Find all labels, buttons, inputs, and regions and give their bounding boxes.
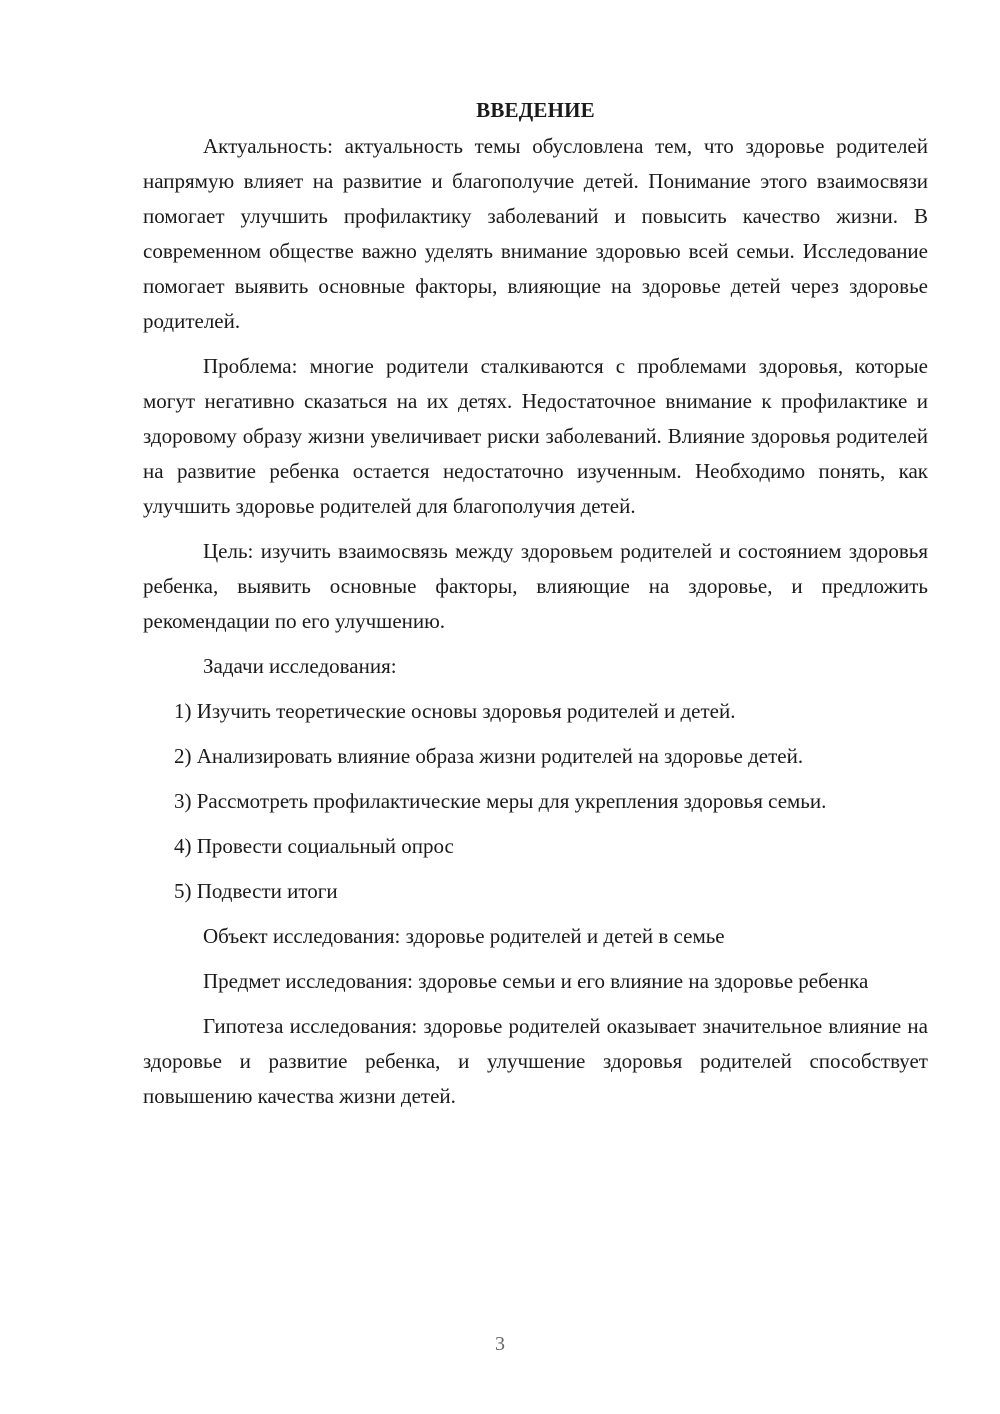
goal-paragraph: Цель: изучить взаимосвязь между здоровьем родителей и состоянием здоровья ребенка, выявить основные факторы, влияющие на здоровье, и предложить рекомендации по его улучшению.: [143, 539, 928, 633]
page-number: 3: [495, 1333, 505, 1355]
task-item-3: 3) Рассмотреть профилактические меры для укрепления здоровья семьи.: [174, 789, 827, 813]
task-item-2: 2) Анализировать влияние образа жизни родителей на здоровье детей.: [174, 744, 804, 768]
problem-paragraph: Проблема: многие родители сталкиваются с проблемами здоровья, которые могут негативно сказаться на их детях. Недостаточное внимание к профилактике и здоровому образу жизни увеличивает риски заболеваний. Влияние здоровья родителей на развитие ребенка остается недостаточно изученным. Необходимо понять, как улучшить здоровье родителей для благополучия детей.: [143, 354, 928, 518]
task-item-1: 1) Изучить теоретические основы здоровья родителей и детей.: [174, 699, 736, 723]
tasks-heading: Задачи исследования:: [203, 654, 397, 678]
page-content: [143, 93, 928, 1124]
section-title: ВВЕДЕНИЕ: [476, 98, 595, 122]
subject-paragraph: Предмет исследования: здоровье семьи и его влияние на здоровье ребенка: [203, 969, 869, 993]
object-paragraph: Объект исследования: здоровье родителей и детей в семье: [203, 924, 725, 948]
task-item-4: 4) Провести социальный опрос: [174, 834, 454, 858]
task-item-5: 5) Подвести итоги: [174, 879, 338, 903]
hypothesis-paragraph: Гипотеза исследования: здоровье родителей оказывает значительное влияние на здоровье и развитие ребенка, и улучшение здоровья родителей способствует повышению качества жизни детей.: [143, 1014, 928, 1108]
relevance-paragraph: Актуальность: актуальность темы обусловлена тем, что здоровье родителей напрямую влияет на развитие и благополучие детей. Понимание этого взаимосвязи помогает улучшить профилактику заболеваний и повысить качество жизни. В современном обществе важно уделять внимание здоровью всей семьи. Исследование помогает выявить основные факторы, влияющие на здоровье детей через здоровье родителей.: [143, 134, 928, 333]
